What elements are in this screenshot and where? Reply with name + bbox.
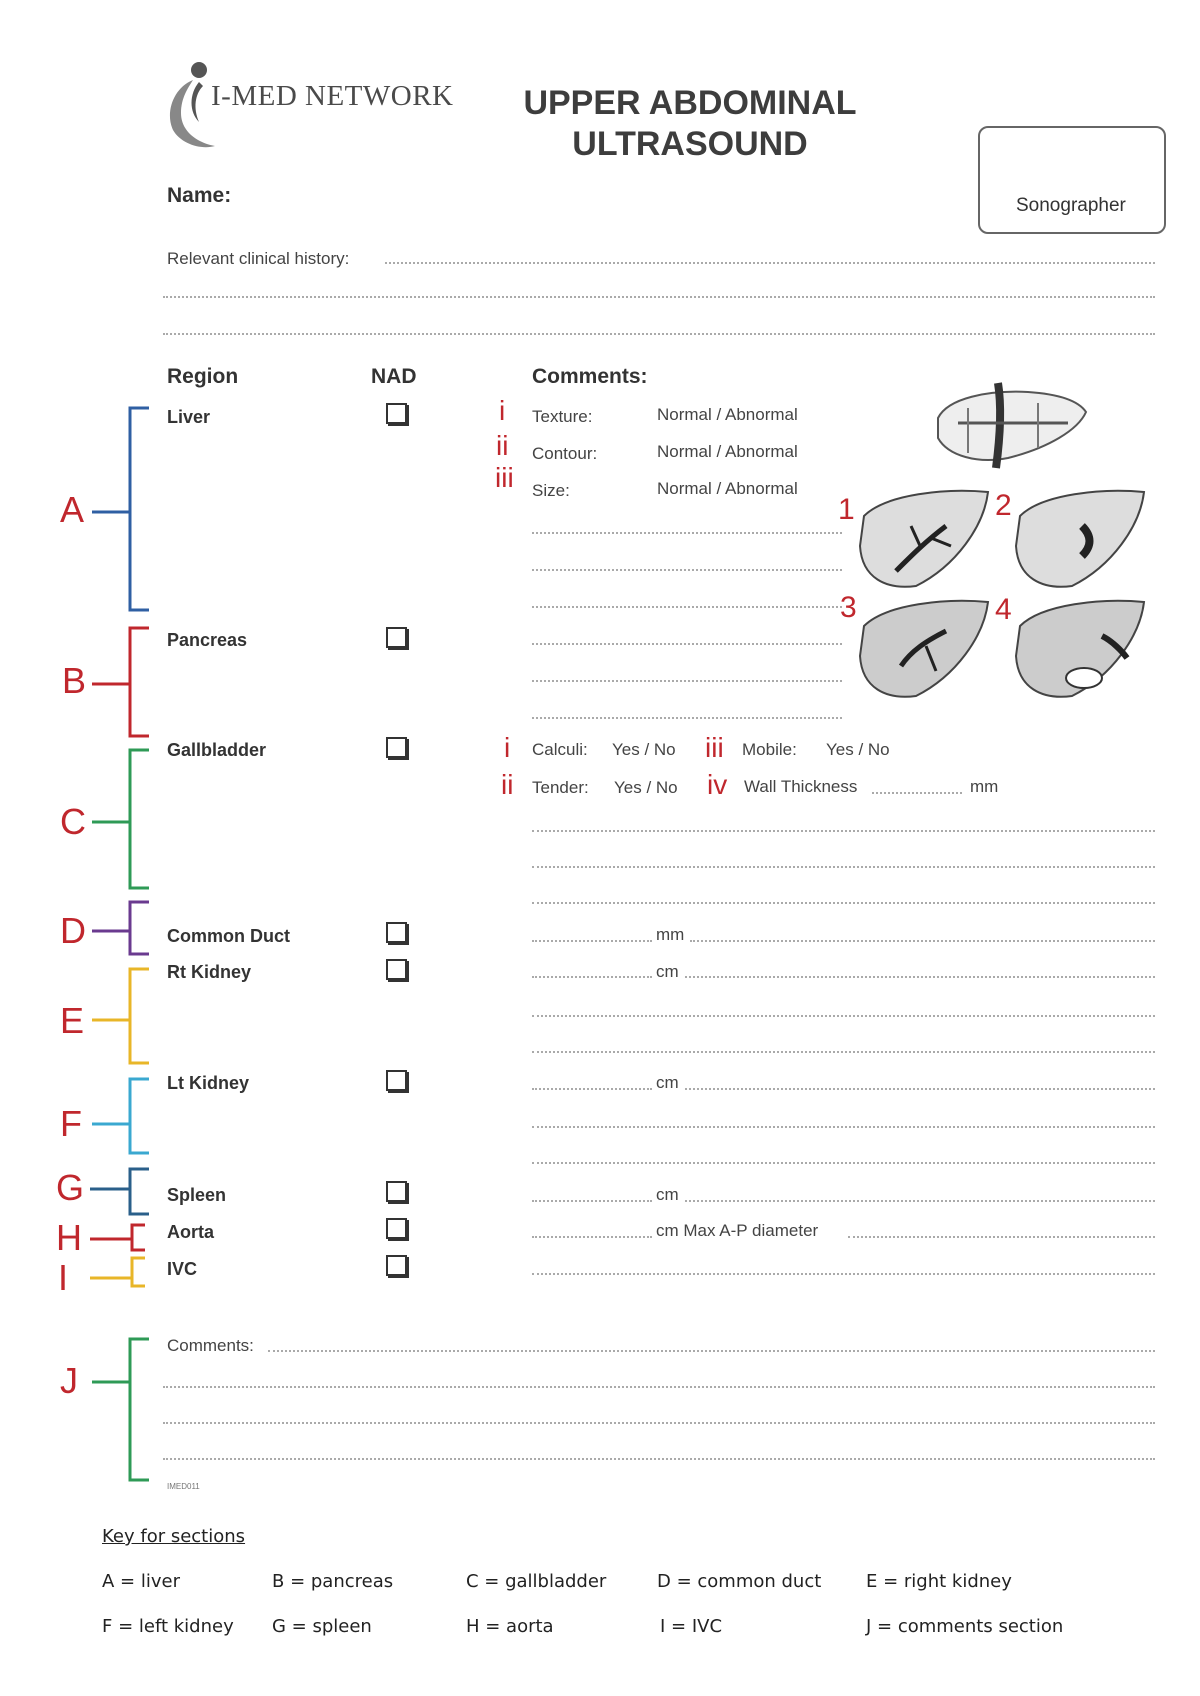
bracket-h [90,1225,145,1250]
page-title-line2: ULTRASOUND [572,125,808,163]
history-line-2[interactable] [163,296,1155,298]
key-g: G = spleen [272,1616,372,1637]
size-value[interactable]: Normal / Abnormal [657,479,798,498]
bracket-i [90,1258,145,1286]
gallbladder-line-3[interactable] [532,902,1155,904]
sonographer-box[interactable] [978,126,1166,234]
lt-kidney-line-1[interactable] [532,1126,1155,1128]
lt-kidney-line-2[interactable] [532,1162,1155,1164]
logo [163,58,453,153]
key-e: E = right kidney [866,1571,1012,1592]
nad-checkbox-pancreas[interactable] [386,627,407,648]
nad-checkbox-liver[interactable] [386,403,407,424]
contour-value[interactable]: Normal / Abnormal [657,442,798,461]
gallbladder-roman-i: i [504,732,511,763]
texture-value[interactable]: Normal / Abnormal [657,405,798,424]
tender-value[interactable]: Yes / No [614,778,678,797]
liver-roman-ii: ii [496,430,509,461]
liver-line-3[interactable] [532,606,842,608]
liver-section-2-icon [1012,486,1152,592]
key-title: Key for sections [102,1526,246,1547]
lt-kidney-measure-field[interactable] [532,1088,652,1090]
wall-thickness-unit: mm [970,777,999,796]
nad-checkbox-common-duct[interactable] [386,922,407,943]
key-c: C = gallbladder [466,1571,607,1592]
comments-line-2[interactable] [163,1386,1155,1388]
rt-kidney-line-2[interactable] [532,1051,1155,1053]
bracket-f [92,1079,149,1153]
liver-line-2[interactable] [532,569,842,571]
gallbladder-line-1[interactable] [532,830,1155,832]
pancreas-line-1[interactable] [532,643,842,645]
diagram-number-4: 4 [995,593,1012,626]
nad-checkbox-spleen[interactable] [386,1181,407,1202]
calculi-value[interactable]: Yes / No [612,740,676,759]
section-letter-c: C [60,801,86,842]
region-gallbladder: Gallbladder [167,740,267,760]
texture-label: Texture: [532,407,593,426]
history-line-1[interactable] [385,262,1155,264]
rt-kidney-unit: cm [656,962,679,981]
key-h: H = aorta [466,1616,554,1637]
comments-column-header: Comments: [532,365,648,388]
nad-checkbox-aorta[interactable] [386,1218,407,1239]
name-label: Name: [167,184,232,207]
bracket-e [92,969,149,1063]
calculi-label: Calculi: [532,740,588,759]
section-letter-j: J [60,1360,78,1401]
region-column-header: Region [167,365,239,388]
history-label: Relevant clinical history: [167,249,350,268]
key-a: A = liver [102,1571,180,1592]
comments-line-1[interactable] [268,1350,1155,1352]
nad-checkbox-gallbladder[interactable] [386,737,407,758]
common-duct-unit: mm [656,925,685,944]
section-letter-i: I [58,1257,69,1298]
liver-section-3-icon [856,596,996,702]
rt-kidney-line-0[interactable] [685,976,1155,978]
section-letter-h: H [56,1217,82,1258]
pancreas-line-2[interactable] [532,680,842,682]
region-liver: Liver [167,407,211,427]
section-letter-d: D [60,910,86,951]
pancreas-line-3[interactable] [532,717,842,719]
size-label: Size: [532,481,570,500]
section-letter-e: E [60,1000,85,1041]
region-spleen: Spleen [167,1185,227,1205]
key-b: B = pancreas [272,1571,394,1592]
common-duct-line[interactable] [690,940,1155,942]
region-rt-kidney: Rt Kidney [167,962,252,982]
spleen-line[interactable] [685,1200,1155,1202]
key-d: D = common duct [657,1571,822,1592]
logo-text: I-MED NETWORK [211,80,454,112]
section-letter-b: B [62,660,87,701]
aorta-measure-field[interactable] [532,1236,652,1238]
nad-column-header: NAD [371,365,417,388]
bracket-j [92,1339,149,1480]
liver-section-4-icon [1012,596,1152,702]
bracket-d [92,902,149,954]
bracket-b [92,628,149,736]
mobile-label: Mobile: [742,740,797,759]
comments-line-3[interactable] [163,1422,1155,1424]
tender-label: Tender: [532,778,589,797]
key-j: J = comments section [866,1616,1064,1637]
gallbladder-roman-iv: iv [707,769,728,800]
diagram-number-3: 3 [840,591,857,624]
lt-kidney-line-0[interactable] [685,1088,1155,1090]
nad-checkbox-lt-kidney[interactable] [386,1070,407,1091]
rt-kidney-measure-field[interactable] [532,976,652,978]
section-brackets [0,0,160,1500]
comments-line-4[interactable] [163,1458,1155,1460]
key-f: F = left kidney [102,1616,234,1637]
gallbladder-line-2[interactable] [532,866,1155,868]
spleen-unit: cm [656,1185,679,1204]
page-title-line1: UPPER ABDOMINAL [523,84,857,122]
aorta-unit: cm Max A-P diameter [656,1221,819,1240]
aorta-line[interactable] [848,1236,1155,1238]
region-pancreas: Pancreas [167,630,248,650]
diagram-number-1: 1 [838,493,855,526]
section-letter-a: A [60,489,85,530]
form-code: IMED011 [167,1482,200,1491]
wall-thickness-field[interactable] [872,792,962,794]
gallbladder-roman-iii: iii [705,732,724,763]
bracket-a [92,408,149,610]
nad-checkbox-rt-kidney[interactable] [386,959,407,980]
spleen-measure-field[interactable] [532,1200,652,1202]
region-ivc: IVC [167,1259,198,1279]
liver-roman-i: i [499,395,506,426]
region-lt-kidney: Lt Kidney [167,1073,250,1093]
liver-section-1-icon [856,486,996,592]
nad-checkbox-ivc[interactable] [386,1255,407,1276]
key-i: I = IVC [660,1616,723,1637]
region-common-duct: Common Duct [167,926,290,946]
history-line-3[interactable] [163,333,1155,335]
comments-label: Comments: [167,1336,254,1355]
diagram-number-2: 2 [995,489,1012,522]
lt-kidney-unit: cm [656,1073,679,1092]
gallbladder-roman-ii: ii [501,769,514,800]
ivc-line[interactable] [532,1273,1155,1275]
common-duct-measure-field[interactable] [532,940,652,942]
rt-kidney-line-1[interactable] [532,1015,1155,1017]
sonographer-label: Sonographer [1016,195,1126,216]
liver-segment-diagram-icon [928,378,1090,470]
mobile-value[interactable]: Yes / No [826,740,890,759]
section-letter-g: G [56,1167,85,1208]
contour-label: Contour: [532,444,598,463]
liver-roman-iii: iii [495,462,514,493]
region-aorta: Aorta [167,1222,215,1242]
bracket-g [90,1169,149,1214]
wall-thickness-label: Wall Thickness [744,777,858,796]
liver-line-1[interactable] [532,532,842,534]
bracket-c [92,750,149,888]
section-letter-f: F [60,1103,82,1144]
